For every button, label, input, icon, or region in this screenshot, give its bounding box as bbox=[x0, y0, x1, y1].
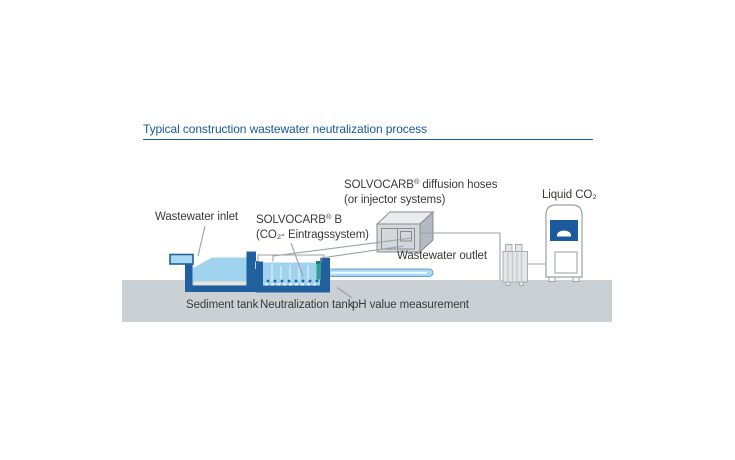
vaporizer-foot bbox=[520, 282, 524, 286]
title-underline bbox=[143, 139, 593, 140]
label-liquid-co2: Liquid CO₂ bbox=[542, 189, 597, 201]
label-sediment-tank: Sediment tank bbox=[186, 299, 259, 311]
label-wastewater-outlet: Wastewater outlet bbox=[397, 250, 487, 262]
inlet-callout-line bbox=[198, 226, 205, 256]
label-wastewater-inlet: Wastewater inlet bbox=[155, 211, 238, 223]
label-diffusion-hoses bbox=[344, 175, 497, 207]
label-solvocarb-b-line1: SOLVOCARB® B bbox=[256, 212, 342, 226]
label-diffusion-hoses-line2: (or injector systems) bbox=[344, 193, 446, 206]
sediment-tank-bottom bbox=[185, 286, 257, 293]
label-solvocarb-b-line2: (CO₂- Eintragssystem) bbox=[256, 228, 369, 241]
co2-tank-foot bbox=[573, 277, 579, 282]
sediment-layer bbox=[193, 282, 246, 286]
label-solvocarb-b bbox=[256, 210, 369, 242]
label-ph-value: pH value measurement bbox=[352, 299, 469, 311]
sediment-tank-right-wall bbox=[247, 252, 257, 293]
label-diffusion-hoses-line1: SOLVOCARB® diffusion hoses bbox=[344, 177, 498, 191]
wastewater-inlet-pipe bbox=[170, 255, 193, 265]
registered-mark: ® bbox=[413, 177, 420, 186]
ph-probe bbox=[317, 263, 322, 280]
registered-mark: ® bbox=[325, 212, 332, 221]
label-neutralization-tank: Neutralization tank bbox=[260, 299, 354, 311]
vaporizer bbox=[503, 245, 528, 286]
vaporizer-cap bbox=[506, 245, 513, 252]
page-title: Typical construction wastewater neutralization process bbox=[143, 122, 428, 136]
vaporizer-body bbox=[503, 252, 528, 283]
vaporizer-foot bbox=[506, 282, 510, 286]
co2-tank-brand-panel bbox=[550, 220, 578, 241]
co2-tank-foot bbox=[549, 277, 555, 282]
vaporizer-cap bbox=[516, 245, 523, 252]
neutralization-tank-bottom bbox=[256, 286, 330, 293]
liquid-co2-tank bbox=[546, 205, 582, 282]
solvocarb-b-unit bbox=[377, 212, 433, 252]
co2-tank-valve-box bbox=[555, 252, 577, 273]
